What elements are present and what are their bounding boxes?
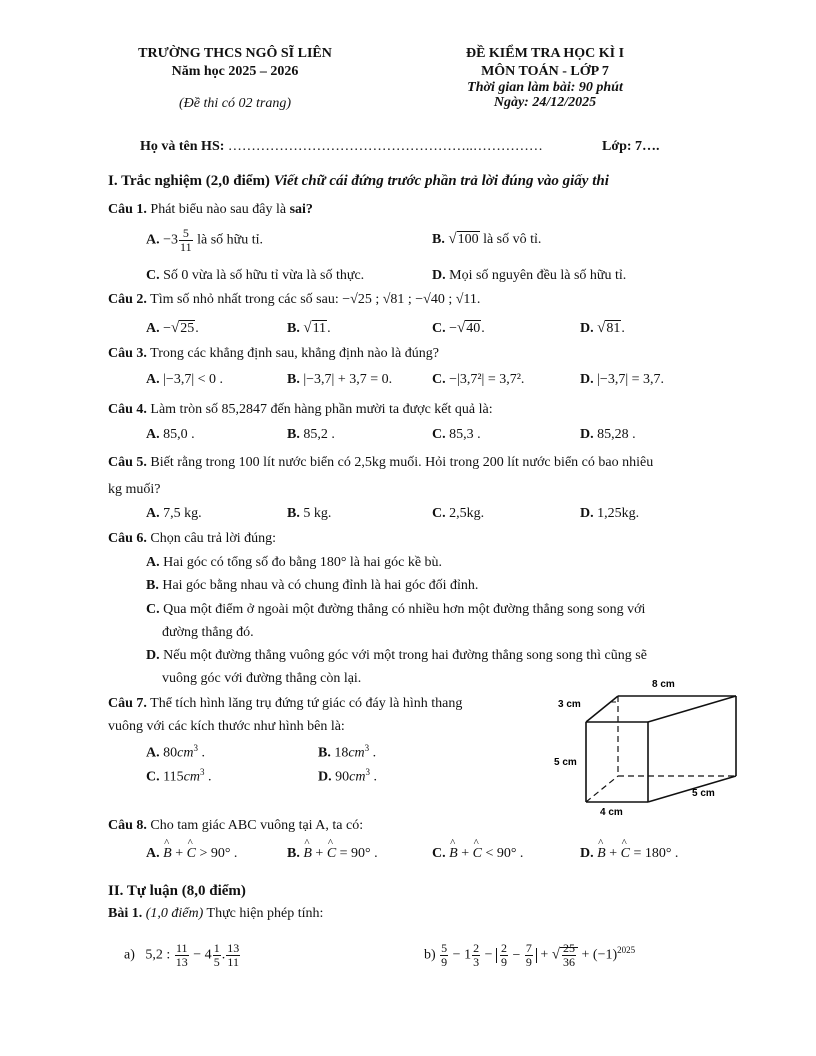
student-name-label: Họ và tên HS: <box>140 139 225 154</box>
q7-stem-cont: vuông với các kích thước như hình bên là: <box>108 719 345 734</box>
q2-option-c: C. −√40. <box>432 320 485 336</box>
q3-option-c: C. −|3,7²| = 3,7². <box>432 372 525 387</box>
q2-option-b: B. √11. <box>287 320 331 336</box>
figure-label-bottom-left: 4 cm <box>600 807 623 818</box>
figure-label-top: 8 cm <box>652 679 675 690</box>
q6-option-c: C. Qua một điểm ở ngoài một đường thẳng có nhiều hơn một đường thẳng song song với <box>146 602 646 617</box>
student-name-dots: ……………………………………………..…………… <box>227 139 543 154</box>
q1-option-c: C. Số 0 vừa là số hữu tỉ vừa là số thực. <box>146 268 365 283</box>
q1-a-whole: −3 <box>163 232 179 248</box>
q8-option-b: B. ^ B + ^ C = 90° . <box>287 846 378 862</box>
exam-subject: MÔN TOÁN - LỚP 7 <box>481 64 609 79</box>
q5-option-b: B. 5 kg. <box>287 506 332 521</box>
q6-option-d-cont: vuông góc với đường thẳng còn lại. <box>162 671 362 686</box>
q5-option-c: C. 2,5kg. <box>432 506 485 521</box>
exam-date: Ngày: 24/12/2025 <box>493 95 597 110</box>
section1-instruction: Viết chữ cái đứng trước phần trả lời đúng vào giấy thi <box>273 173 609 189</box>
bai1-part-a: a) 5,2 : $\frac{11}{13}$ − 4 $\frac{1}{5}$ . $\frac{13}{11}$ <box>124 941 240 969</box>
q5-stem-cont: kg muối? <box>108 482 161 497</box>
student-class-label: Lớp: 7…. <box>602 139 660 154</box>
q7-stem: Câu 7. Thể tích hình lăng trụ đứng tứ giác có đáy là hình thang <box>108 696 463 711</box>
figure-label-height: 5 cm <box>554 757 577 768</box>
school-name: TRƯỜNG THCS NGÔ SĨ LIÊN <box>138 46 332 61</box>
q6-option-c-cont: đường thẳng đó. <box>162 625 254 640</box>
section1-title: I. Trắc nghiệm (2,0 điểm) <box>108 173 270 189</box>
q5-stem: Câu 5. Biết rằng trong 100 lít nước biển có 2,5kg muối. Hỏi trong 200 lít nước biển có bao nhiêu <box>108 455 654 470</box>
q1-option-a <box>146 227 263 254</box>
q8-stem: Câu 8. Cho tam giác ABC vuông tại A, ta có: <box>108 818 364 833</box>
q5-option-d: D. 1,25kg. <box>580 506 640 521</box>
q7-option-c: C. $115cm^3$ . <box>146 767 212 785</box>
q6-option-a: A. Hai góc có tổng số đo bằng 180° là hai góc kề bù. <box>146 555 443 570</box>
bai1-heading: Bài 1. (1,0 điểm) Thực hiện phép tính: <box>108 906 324 921</box>
q4-option-c: C. 85,3 . <box>432 427 481 442</box>
q5-option-a: A. 7,5 kg. <box>146 506 202 521</box>
option-label: A. <box>146 232 160 248</box>
q4-option-a: A. 85,0 . <box>146 427 195 442</box>
q1-a-fraction: $\frac{5}{11}$ <box>180 226 192 254</box>
prism-hidden-edge <box>586 776 618 802</box>
q1-text: Phát biểu nào sau đây là <box>150 202 287 217</box>
bai1-part-b: b) $\frac{5}{9}$ − 1 $\frac{2}{3}$ − $\frac{2}{9}$ − $\frac{7}{9}$ + √ $\frac{25}{36}$ + $(-1)^{2025}$ <box>424 941 636 969</box>
q3-option-a: A. |−3,7| < 0 . <box>146 372 224 387</box>
q8-option-a: A. ^ B + ^ C > 90° . <box>146 846 237 862</box>
q8-option-d: D. ^ B + ^ C = 180° . <box>580 846 678 862</box>
q3-option-d: D. |−3,7| = 3,7. <box>580 372 665 387</box>
prism-edge <box>648 696 736 722</box>
figure-label-left-top: 3 cm <box>558 699 581 710</box>
option-label: B. <box>432 232 445 247</box>
q1-label: Câu 1. <box>108 202 147 217</box>
q3-option-b: B. |−3,7| + 3,7 = 0. <box>287 372 393 387</box>
q1-emph: sai? <box>289 202 313 217</box>
pages-note: (Đề thi có 02 trang) <box>179 96 291 111</box>
q7-option-b: B. $18cm^3$ . <box>318 743 377 761</box>
student-name-line <box>140 139 543 155</box>
q6-option-b: B. Hai góc bằng nhau và có chung đỉnh là hai góc đối đỉnh. <box>146 578 479 593</box>
q1-a-text: là số hữu tỉ. <box>197 232 264 248</box>
q4-stem: Câu 4. Làm tròn số 85,2847 đến hàng phần mười ta được kết quả là: <box>108 402 493 417</box>
q6-option-d: D. Nếu một đường thẳng vuông góc với một trong hai đường thẳng song song thì cũng sẽ <box>146 648 647 663</box>
q2-number-list: −√25 ; √81 ; −√40 ; √11. <box>342 292 481 307</box>
q1-option-d: D. Mọi số nguyên đều là số hữu tỉ. <box>432 268 627 283</box>
q4-option-b: B. 85,2 . <box>287 427 335 442</box>
q1-stem <box>108 202 313 218</box>
q1-option-b: B. √100 là số vô tỉ. <box>432 231 542 247</box>
q7-option-d: D. $90cm^3$ . <box>318 767 377 785</box>
q4-option-d: D. 85,28 . <box>580 427 636 442</box>
prism-figure <box>550 676 750 821</box>
q2-option-a: A. −√25. <box>146 320 199 336</box>
q8-option-c: C. ^ B + ^ C < 90° . <box>432 846 523 862</box>
prism-edge <box>586 696 618 722</box>
q2-option-d: D. √81. <box>580 320 625 336</box>
figure-label-bottom-right: 5 cm <box>692 788 715 799</box>
school-year: Năm học 2025 – 2026 <box>171 64 299 79</box>
section1-heading <box>108 173 609 190</box>
exam-duration: Thời gian làm bài: 90 phút <box>467 80 623 95</box>
q2-stem: Câu 2. Tìm số nhỏ nhất trong các số sau: −√25 ; √81 ; −√40 ; √11. <box>108 292 481 307</box>
q7-option-a: A. $80cm^3$ . <box>146 743 205 761</box>
section2-title: II. Tự luận (8,0 điểm) <box>108 883 246 899</box>
exam-title: ĐỀ KIỂM TRA HỌC KÌ I <box>465 46 625 61</box>
q6-stem: Câu 6. Chọn câu trả lời đúng: <box>108 531 277 546</box>
q3-stem: Câu 3. Trong các khẳng định sau, khẳng định nào là đúng? <box>108 346 439 361</box>
